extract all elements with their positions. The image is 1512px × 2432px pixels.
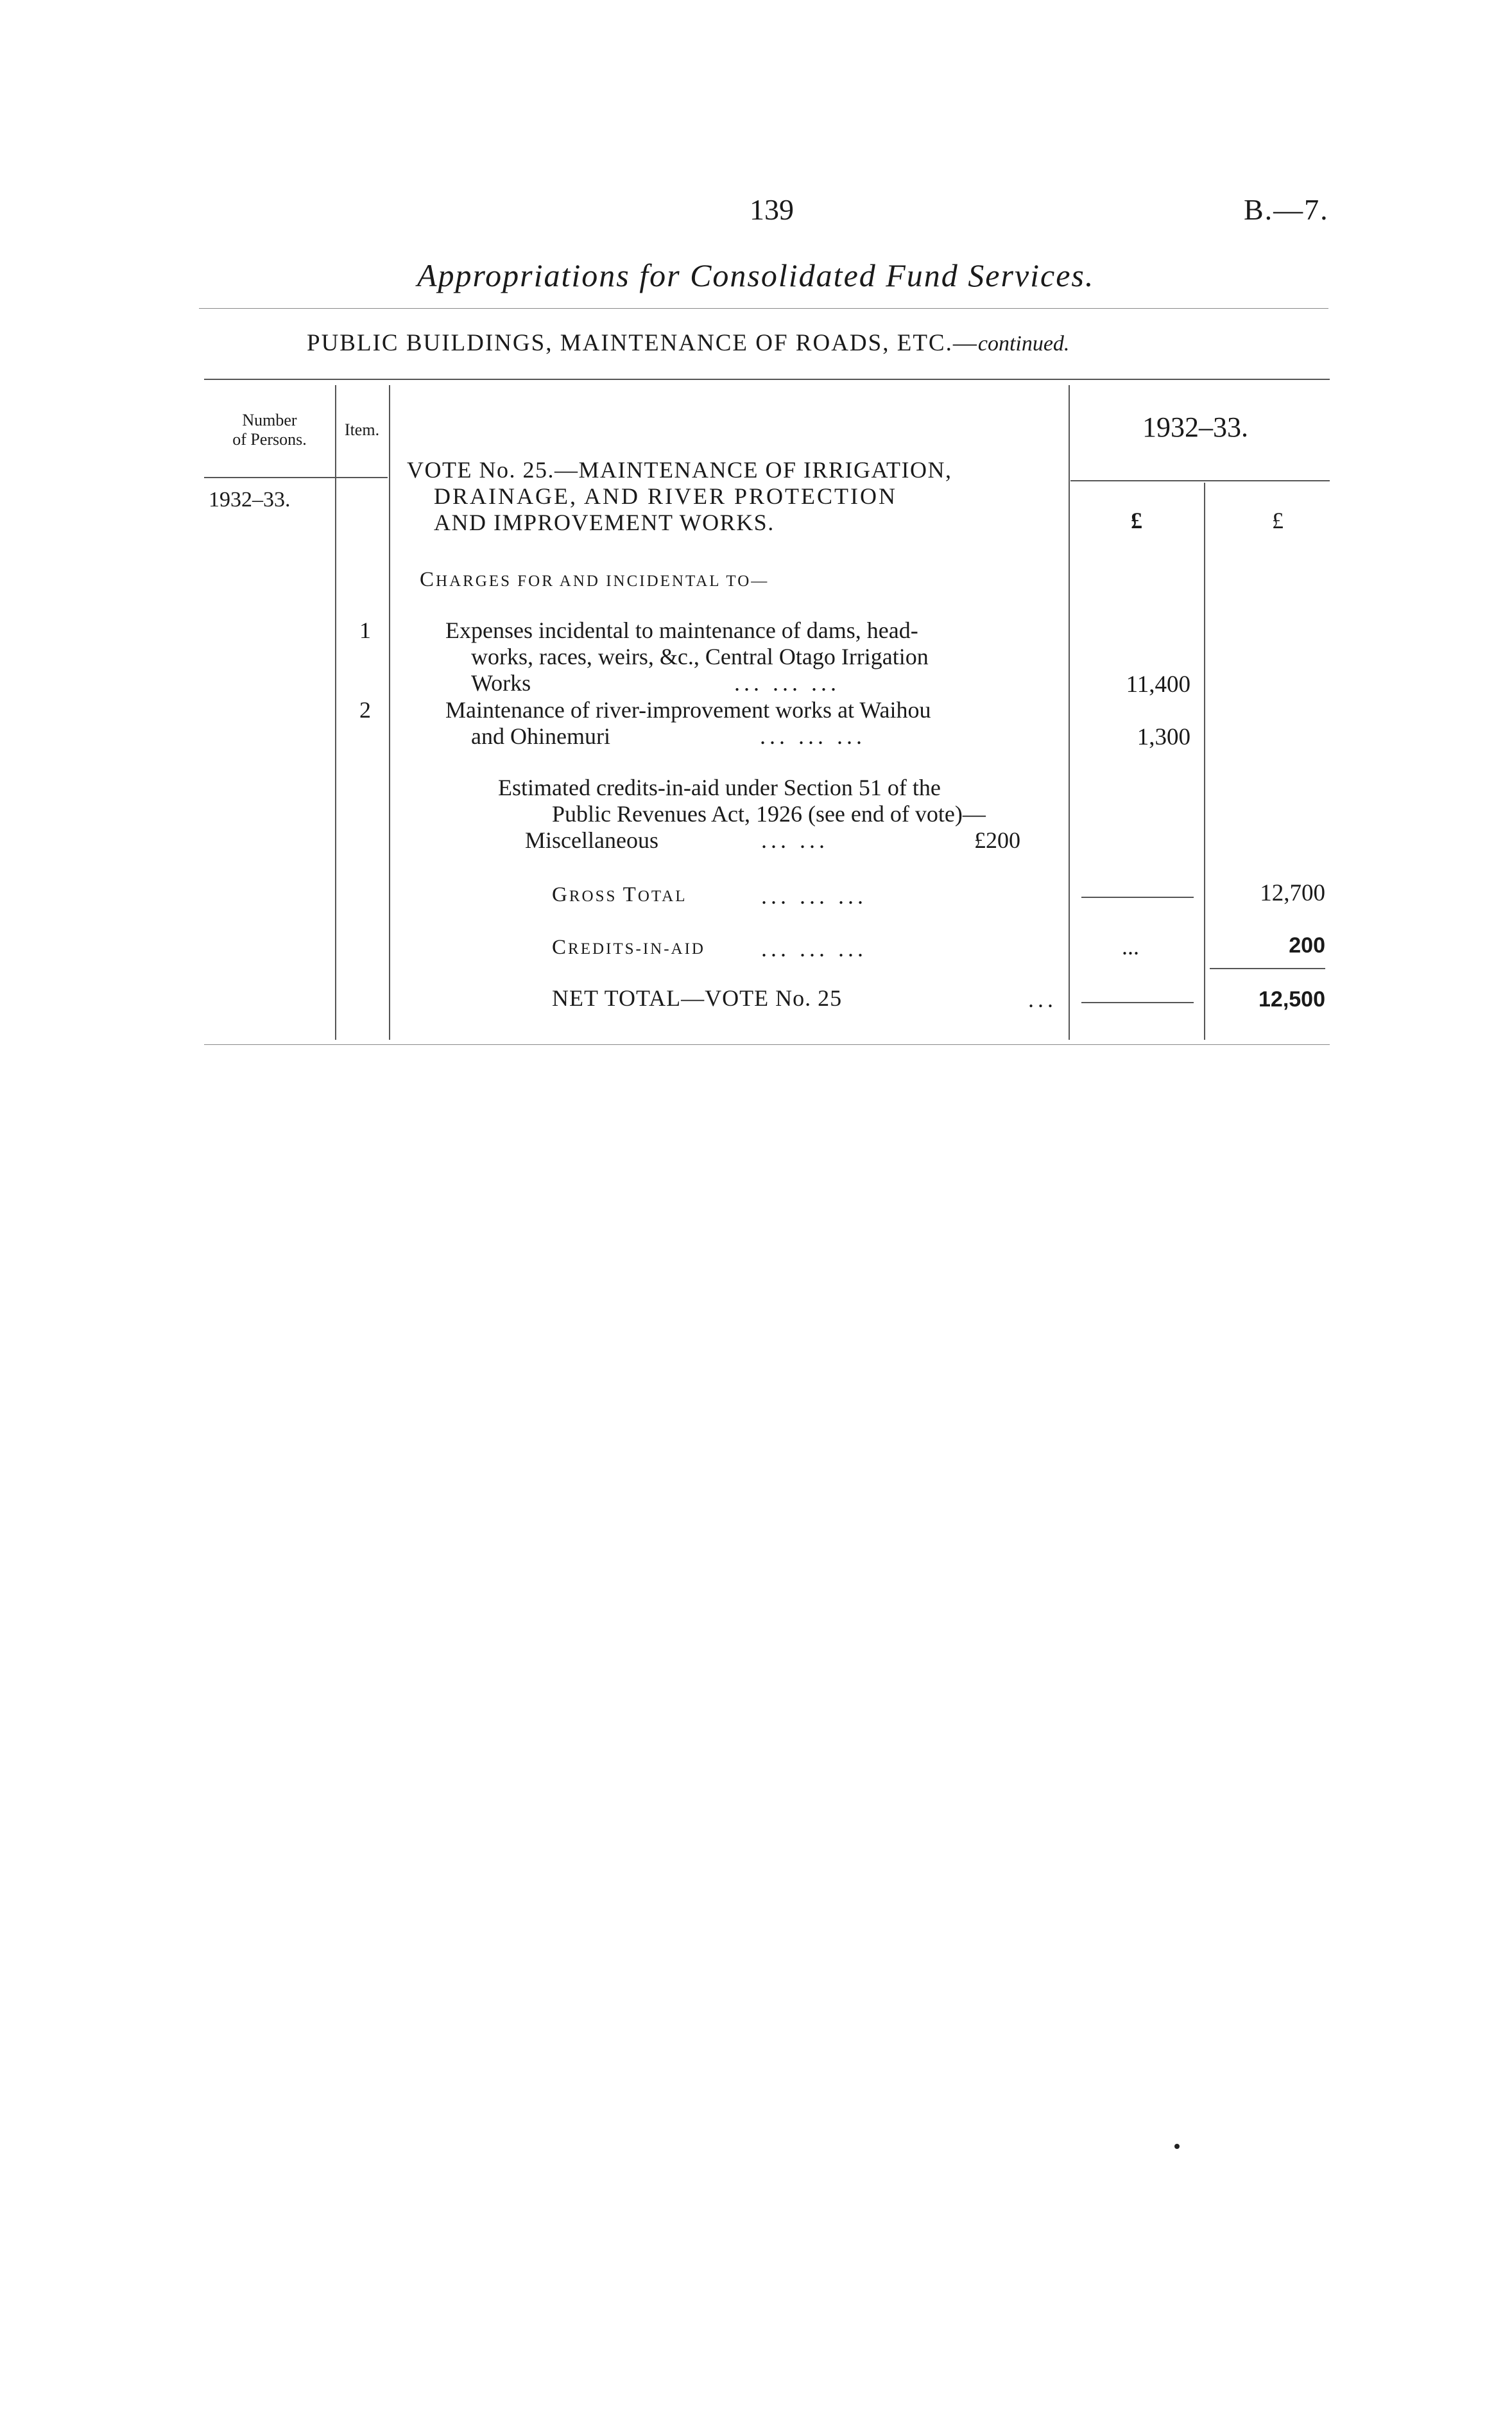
header-number-persons xyxy=(205,411,334,449)
total-rule-col1 xyxy=(1081,897,1194,898)
charges-heading xyxy=(420,568,769,592)
header-item: Item. xyxy=(344,420,380,439)
vote-title xyxy=(407,457,952,536)
item-amount: 11,400 xyxy=(1126,671,1190,698)
leader-dots: ... ... ... xyxy=(760,723,866,749)
table-bottom-rule xyxy=(204,1044,1330,1045)
credits-col1-placeholder: ... xyxy=(1122,934,1139,960)
credits-in-aid-label xyxy=(552,936,705,960)
currency-symbol-col1: £ xyxy=(1131,508,1142,533)
credits-in-aid-rest: REDITS-IN-AID xyxy=(568,940,705,958)
item-description-line1: Maintenance of river-improvement works at Waihou xyxy=(445,697,931,723)
vote-title-line1: VOTE No. 25.—MAINTENANCE OF IRRIGATION, xyxy=(407,457,952,483)
item-description-line2 xyxy=(445,723,931,750)
credits-note-line2: Public Revenues Act, 1926 (see end of vote)— xyxy=(552,801,986,827)
page-number: 139 xyxy=(750,193,794,226)
item-description-line1: Expenses incidental to maintenance of dams, head- xyxy=(445,617,918,643)
credits-in-aid-amount: 200 xyxy=(1289,933,1325,958)
persons-header-rule xyxy=(204,477,388,478)
column-divider-persons xyxy=(335,385,336,1040)
persons-year-label: 1932–33. xyxy=(209,488,291,512)
currency-symbol-col2: £ xyxy=(1272,508,1284,533)
item-description-last: Works xyxy=(471,670,531,696)
credits-note-amount: £200 xyxy=(974,827,1020,853)
gross-total-initial2: T xyxy=(623,883,638,906)
total-rule-col1-net xyxy=(1081,1002,1194,1003)
gross-total-rest2: OTAL xyxy=(637,888,687,905)
header-number-persons-line1: Number xyxy=(242,411,297,429)
column-divider-amounts xyxy=(1204,483,1205,1040)
item-number: 1 xyxy=(359,617,371,643)
credits-note-label: Miscellaneous xyxy=(525,827,658,853)
header-year: 1932–33. xyxy=(1142,411,1248,443)
item-amount: 1,300 xyxy=(1137,724,1190,750)
document-reference: B.—7. xyxy=(1244,193,1329,226)
credits-note-line3 xyxy=(498,827,1020,854)
gross-total-rest: ROSS xyxy=(569,888,623,905)
credits-note-line1: Estimated credits-in-aid under Section 51 of the xyxy=(498,775,941,800)
item-description-last: and Ohinemuri xyxy=(471,723,610,749)
item-description xyxy=(445,617,929,696)
vote-title-line2: DRAINAGE, AND RIVER PROTECTION xyxy=(434,483,897,509)
item-description-line2: works, races, weirs, &c., Central Otago Irrigation xyxy=(471,644,929,669)
year-header-rule xyxy=(1070,480,1330,481)
charges-heading-rest: HARGES FOR AND INCIDENTAL TO— xyxy=(436,573,769,590)
section-heading xyxy=(307,329,1069,357)
gross-total-amount: 12,700 xyxy=(1260,880,1325,906)
item-number: 2 xyxy=(359,697,371,723)
section-heading-main: PUBLIC BUILDINGS, MAINTENANCE OF ROADS, ETC.— xyxy=(307,330,978,356)
net-total-amount: 12,500 xyxy=(1259,987,1325,1012)
leader-dots: ... xyxy=(1028,987,1057,1012)
header-number-persons-line2: of Persons. xyxy=(232,430,307,449)
leader-dots: ... ... ... xyxy=(761,883,867,909)
item-description-line3 xyxy=(445,670,929,696)
leader-dots: ... ... xyxy=(761,827,829,853)
leader-dots: ... ... ... xyxy=(761,936,867,962)
leader-dots: ... ... ... xyxy=(734,670,840,696)
credits-in-aid-note xyxy=(498,775,1020,854)
gross-total-initial: G xyxy=(552,883,569,906)
table-top-rule xyxy=(204,379,1330,380)
total-rule-col2 xyxy=(1210,968,1325,969)
print-speck xyxy=(1174,2144,1180,2149)
column-divider-item xyxy=(389,385,390,1040)
credits-in-aid-initial: C xyxy=(552,936,569,959)
item-description xyxy=(445,697,931,750)
charges-heading-initial: C xyxy=(420,568,436,591)
section-heading-continued: continued. xyxy=(977,332,1070,356)
page-title: Appropriations for Consolidated Fund Services. xyxy=(417,257,1095,293)
column-divider-description xyxy=(1069,385,1070,1040)
vote-title-line3: AND IMPROVEMENT WORKS. xyxy=(434,510,775,535)
gross-total-label xyxy=(552,883,687,907)
title-rule xyxy=(199,308,1328,309)
net-total-label: NET TOTAL—VOTE No. 25 xyxy=(552,985,843,1011)
